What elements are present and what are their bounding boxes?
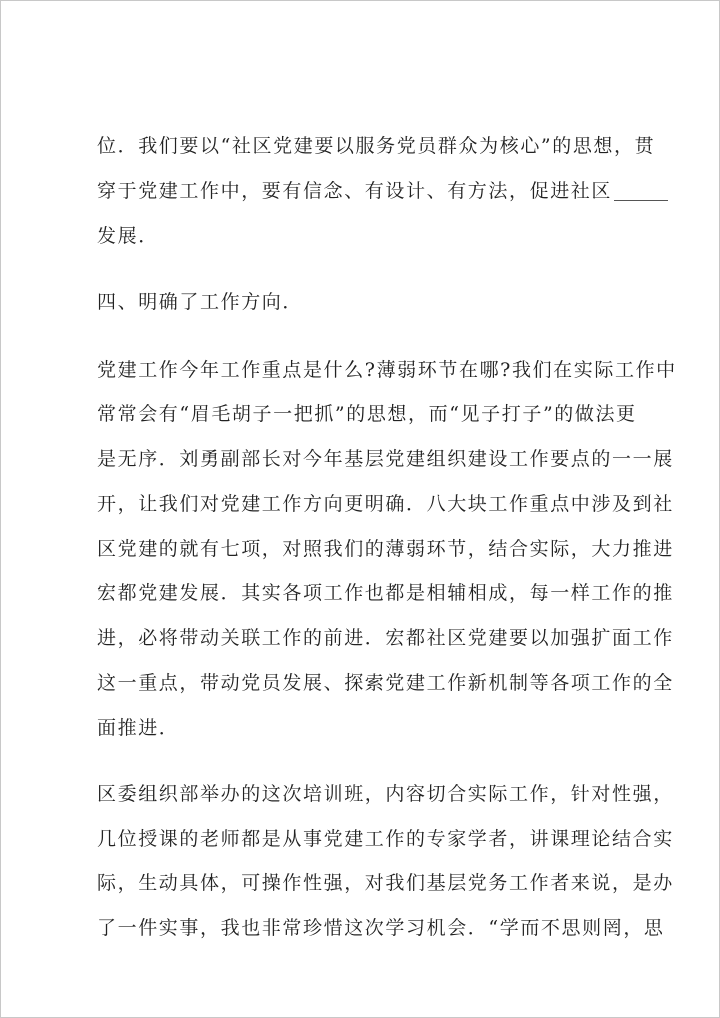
paragraph-3-line-1: 区委组织部举办的这次培训班，内容切合实际工作，针对性强， — [97, 783, 674, 805]
paragraph-2-line-1: 党建工作今年工作重点是什么?薄弱环节在哪?我们在实际工作中 — [97, 359, 677, 381]
paragraph-1-line-1: 位．我们要以“社区党建要以服务党员群众为核心”的思想，贯 — [97, 135, 656, 157]
paragraph-3-line-3: 际，生动具体，可操作性强，对我们基层党务工作者来说，是办 — [97, 872, 674, 894]
paragraph-2-line-4: 开，让我们对党建工作方向更明确．八大块工作重点中涉及到社 — [97, 493, 674, 515]
paragraph-2-line-3: 是无序．刘勇副部长对今年基层党建组织建设工作要点的一一展 — [97, 448, 674, 470]
paragraph-1-line-3: 发展． — [97, 225, 159, 247]
paragraph-2-line-6: 宏都党建发展．其实各项工作也都是相辅相成，每一样工作的推 — [97, 582, 674, 604]
paragraph-3-line-2: 几位授课的老师都是从事党建工作的专家学者，讲课理论结合实 — [97, 828, 674, 850]
paragraph-2-line-7: 进，必将带动关联工作的前进．宏都社区党建要以加强扩面工作 — [97, 627, 674, 649]
section-heading-4: 四、明确了工作方向． — [97, 291, 304, 313]
paragraph-1-line-2-text: 穿于党建工作中，要有信念、有设计、有方法，促进社区 — [97, 180, 613, 202]
paragraph-2-line-8: 这一重点，带动党员发展、探索党建工作新机制等各项工作的全 — [97, 672, 674, 694]
paragraph-3-line-4: 了一件实事，我也非常珍惜这次学习机会．“学而不思则罔，思 — [97, 917, 665, 939]
fill-in-blank — [614, 181, 668, 201]
paragraph-1-line-2 — [97, 179, 668, 203]
paragraph-2-line-5: 区党建的就有七项，对照我们的薄弱环节，结合实际，大力推进 — [97, 538, 674, 560]
paragraph-2-line-9: 面推进． — [97, 717, 180, 739]
paragraph-2-line-2: 常常会有“眉毛胡子一把抓”的思想，而“见子打子”的做法更 — [97, 403, 637, 425]
